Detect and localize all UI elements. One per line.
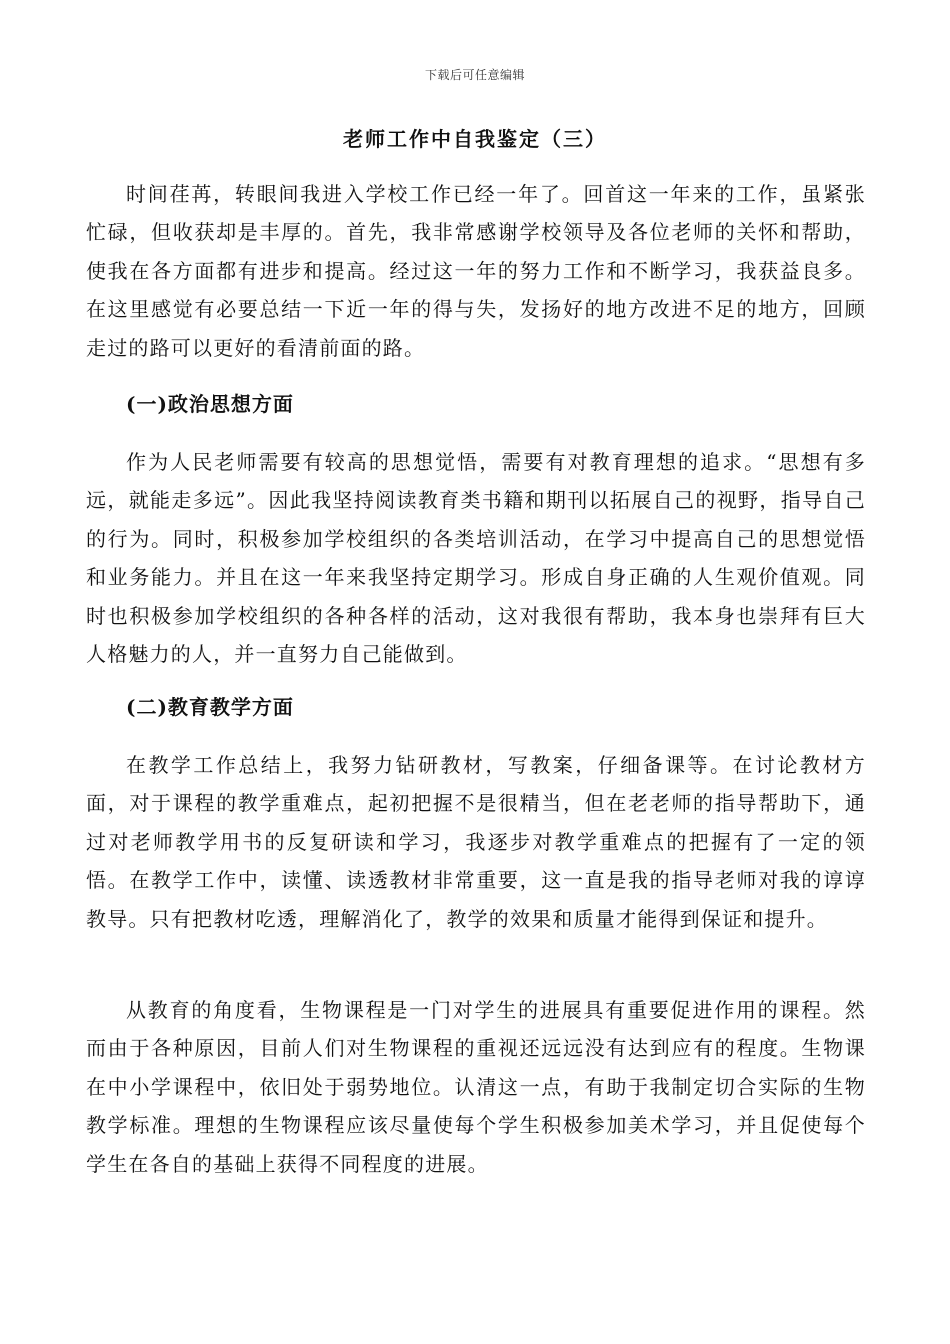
paragraph-intro: 时间荏苒，转眼间我进入学校工作已经一年了。回首这一年来的工作，虽紧张忙碌，但收获却是丰厚的。首先，我非常感谢学校领导及各位老师的关怀和帮助，使我在各方面都有进步和提高。经过这一年的努力工作和不断学习，我获益良多。在这里感觉有必要总结一下近一年的得与失，发扬好的地方改进不足的地方，回顾走过的路可以更好的看清前面的路。 bbox=[86, 182, 866, 360]
header-note: 下载后可任意编辑 bbox=[424, 68, 525, 82]
paragraph-teaching: 在教学工作总结上，我努力钻研教材，写教案，仔细备课等。在讨论教材方面，对于课程的教学重难点，起初把握不是很精当，但在老老师的指导帮助下，通过对老师教学用书的反复研读和学习，我逐步对教学重难点的把握有了一定的领悟。在教学工作中，读懂、读透教材非常重要，这一直是我的指导老师对我的谆谆教导。只有把教材吃透，理解消化了，教学的效果和质量才能得到保证和提升。 bbox=[86, 753, 866, 931]
document-title: 老师工作中自我鉴定（三） bbox=[343, 127, 607, 151]
section-heading-politics: (一)政治思想方面 bbox=[126, 392, 294, 416]
paragraph-biology: 从教育的角度看，生物课程是一门对学生的进展具有重要促进作用的课程。然而由于各种原因，目前人们对生物课程的重视还远远没有达到应有的程度。生物课在中小学课程中，依旧处于弱势地位。认清这一点，有助于我制定切合实际的生物教学标准。理想的生物课程应该尽量使每个学生积极参加美术学习，并且促使每个学生在各自的基础上获得不同程度的进展。 bbox=[86, 998, 866, 1176]
section-heading-teaching: (二)教育教学方面 bbox=[126, 695, 294, 719]
paragraph-politics: 作为人民老师需要有较高的思想觉悟，需要有对教育理想的追求。“思想有多远，就能走多远”。因此我坚持阅读教育类书籍和期刊以拓展自己的视野，指导自己的行为。同时，积极参加学校组织的各类培训活动，在学习中提高自己的思想觉悟和业务能力。并且在这一年来我坚持定期学习。形成自身正确的人生观价值观。同时也积极参加学校组织的各种各样的活动，这对我很有帮助，我本身也崇拜有巨大人格魅力的人，并一直努力自己能做到。 bbox=[86, 450, 866, 667]
